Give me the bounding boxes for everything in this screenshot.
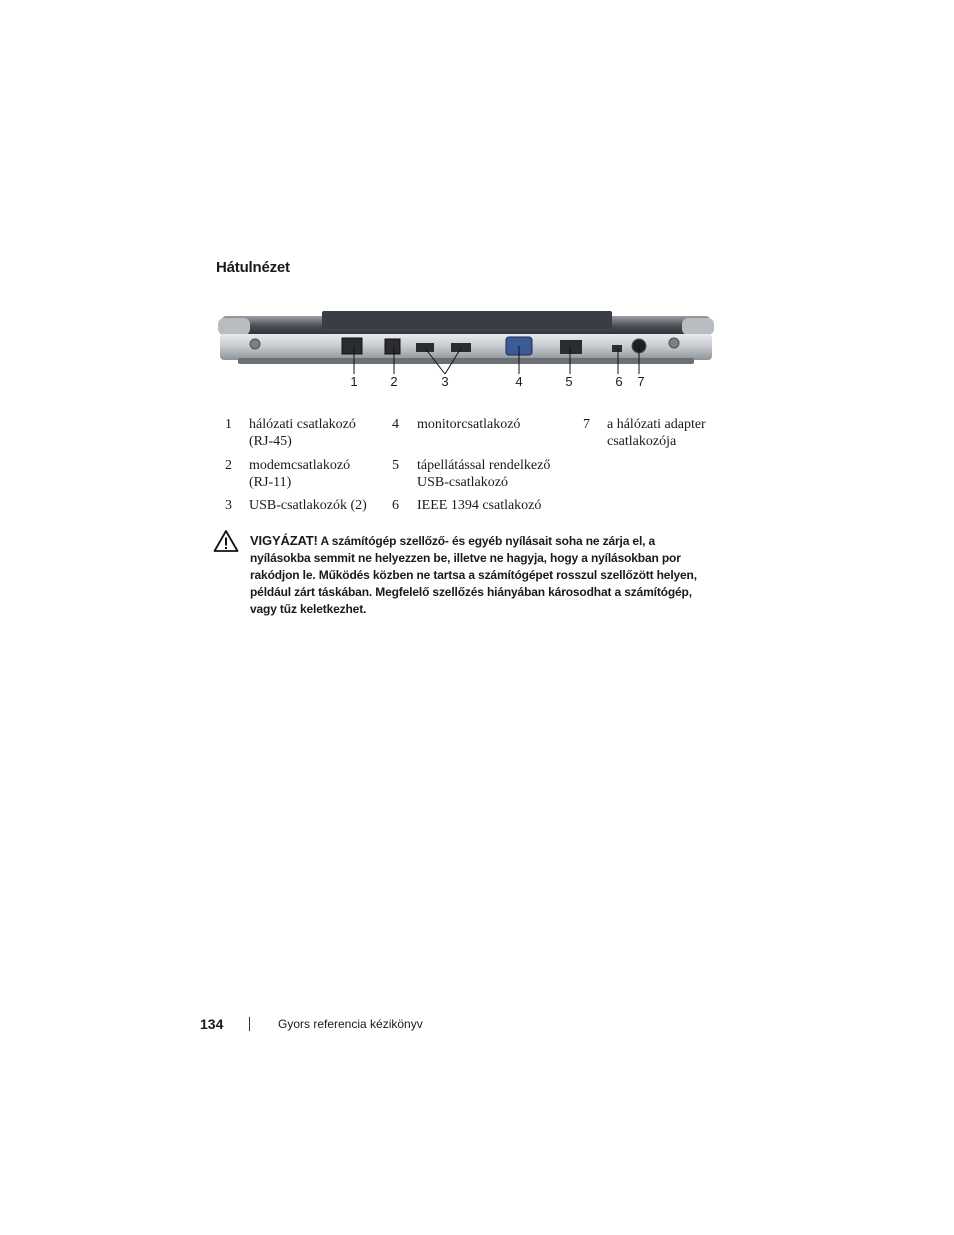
warning-message bbox=[250, 532, 716, 618]
right-hinge bbox=[682, 318, 714, 335]
rj45-port bbox=[342, 338, 362, 354]
legend-text-1: hálózati csatlakozó (RJ-45) bbox=[249, 417, 356, 449]
callout-5: 5 bbox=[565, 374, 573, 389]
warning-label: VIGYÁZAT! bbox=[250, 533, 318, 548]
callout-6: 6 bbox=[615, 374, 623, 389]
right-screw bbox=[669, 338, 679, 348]
callout-4: 4 bbox=[515, 374, 523, 389]
callout-1: 1 bbox=[350, 374, 358, 389]
legend-text-7: a hálózati adapter csatlakozója bbox=[607, 417, 706, 449]
legend-num-1: 1 bbox=[225, 417, 232, 432]
callout-2: 2 bbox=[390, 374, 398, 389]
usb-port-2 bbox=[451, 343, 471, 352]
legend-num-5: 5 bbox=[392, 458, 399, 473]
footer-separator bbox=[249, 1017, 250, 1031]
callout-3: 3 bbox=[441, 374, 449, 389]
legend-num-2: 2 bbox=[225, 458, 232, 473]
legend-num-6: 6 bbox=[392, 498, 399, 513]
usb-port-1 bbox=[416, 343, 434, 352]
legend-num-3: 3 bbox=[225, 498, 232, 513]
section-heading: Hátulnézet bbox=[216, 259, 290, 276]
legend-num-7: 7 bbox=[583, 417, 590, 432]
legend-text-4: monitorcsatlakozó bbox=[417, 417, 521, 432]
legend-text-6: IEEE 1394 csatlakozó bbox=[417, 498, 542, 513]
left-hinge bbox=[218, 318, 250, 335]
legend-text-3: USB-csatlakozók (2) bbox=[249, 498, 367, 513]
legend-num-4: 4 bbox=[392, 417, 399, 432]
base-underside bbox=[238, 358, 694, 364]
legend-text-2: modemcsatlakozó (RJ-11) bbox=[249, 458, 351, 490]
laptop-back-view-illustration bbox=[218, 310, 714, 405]
page-number: 134 bbox=[200, 1016, 224, 1032]
legend-text-5: tápellátással rendelkező USB-csatlakozó bbox=[417, 458, 551, 490]
ieee1394-port bbox=[612, 345, 622, 352]
rj11-port bbox=[385, 339, 400, 354]
footer-title: Gyors referencia kézikönyv bbox=[278, 1017, 423, 1031]
battery-bump bbox=[322, 311, 612, 329]
warning-body: A számítógép szellőző- és egyéb nyílásait soha ne zárja el, a nyílásokba semmit ne helyezzen be, illetve ne hagyja, hogy a nyílásokban por rakódjon le. Működés közben ne tartsa a számítógépet rosszul szellőzött helyen, például zárt táskában. Megfelelő szellőzés hiányában károsodhat a számítógép, vagy tűz keletkezhet. bbox=[250, 534, 697, 616]
left-screw bbox=[250, 339, 260, 349]
warning-icon bbox=[213, 529, 239, 553]
callout-7: 7 bbox=[637, 374, 645, 389]
powered-usb-port bbox=[560, 340, 582, 354]
